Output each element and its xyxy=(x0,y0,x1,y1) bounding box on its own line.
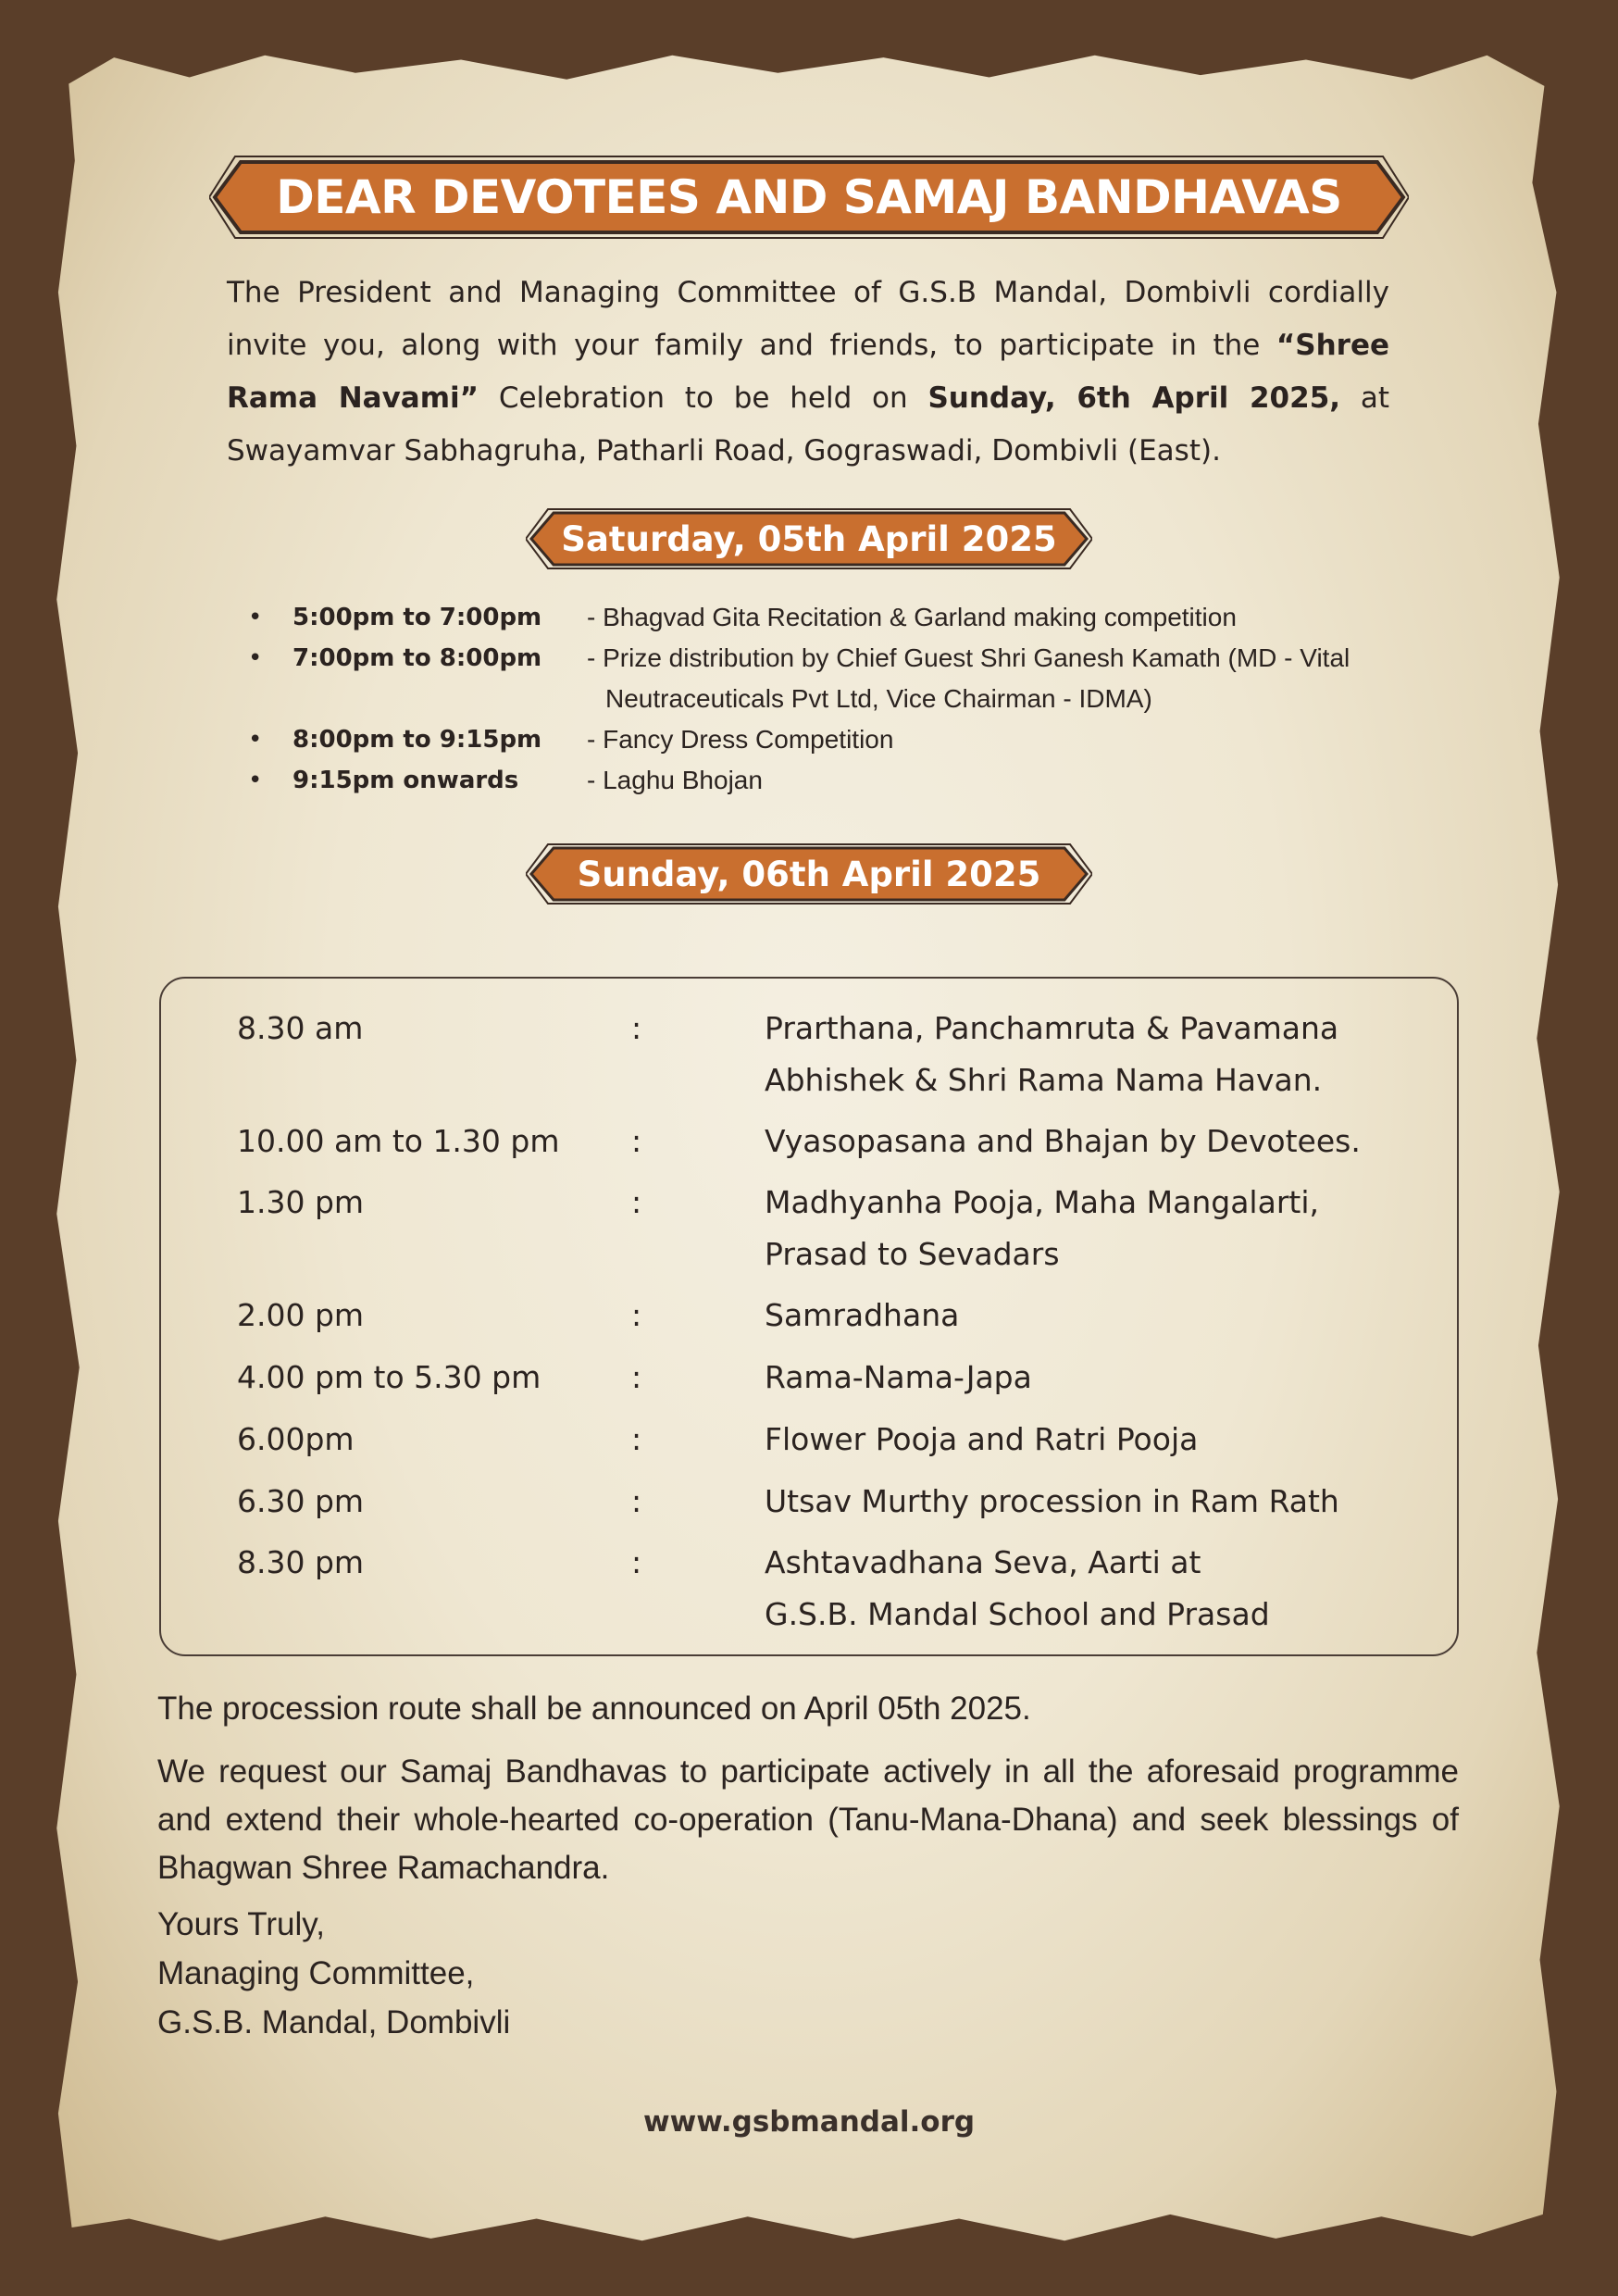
row-separator: : xyxy=(631,1359,642,1395)
row-event: Ashtavadhana Seva, Aarti at G.S.B. Mandal School and Prasad xyxy=(765,1544,1270,1632)
row-event: Vyasopasana and Bhajan by Devotees. xyxy=(765,1123,1361,1159)
bullet-icon: • xyxy=(248,726,263,754)
row-time: 6.30 pm xyxy=(237,1483,365,1519)
row-time: 1.30 pm xyxy=(237,1184,365,1220)
bullet-icon: • xyxy=(248,767,263,794)
signoff xyxy=(157,1900,1459,2047)
procession-note: The procession route shall be announced on April 05th 2025. xyxy=(157,1691,1031,1727)
intro-paragraph xyxy=(227,267,1389,478)
item-time: 7:00pm to 8:00pm xyxy=(292,644,542,672)
list-item xyxy=(248,638,1405,719)
bullet-icon: • xyxy=(248,604,263,631)
item-time: 5:00pm to 7:00pm xyxy=(292,604,542,631)
signoff-line: Yours Truly, xyxy=(157,1906,325,1942)
list-item xyxy=(248,760,1405,801)
row-event: Madhyanha Pooja, Maha Mangalarti, Prasad to Sevadars xyxy=(765,1184,1319,1272)
item-desc: - Bhagvad Gita Recitation & Garland making competition xyxy=(587,603,1237,631)
row-separator: : xyxy=(631,1123,642,1159)
item-desc: - Laghu Bhojan xyxy=(587,766,763,794)
row-time: 8.30 am xyxy=(237,1010,364,1046)
item-desc: - Fancy Dress Competition xyxy=(587,725,894,754)
row-separator: : xyxy=(631,1010,642,1046)
item-desc: - Prize distribution by Chief Guest Shri Ganesh Kamath (MD - Vital Neutraceuticals Pvt Ltd, Vice Chairman - IDMA) xyxy=(587,643,1350,713)
row-time: 10.00 am to 1.30 pm xyxy=(237,1123,560,1159)
intro-text-3: at Swayamvar Sabhagruha, Patharli Road, Gograswadi, Dombivli (East). xyxy=(227,381,1389,468)
row-time: 4.00 pm to 5.30 pm xyxy=(237,1359,541,1395)
row-event: Prarthana, Panchamruta & Pavamana Abhishek & Shri Rama Nama Havan. xyxy=(765,1010,1339,1098)
saturday-schedule-list xyxy=(248,597,1405,801)
sunday-schedule-table xyxy=(159,977,1459,1656)
request-paragraph: We request our Samaj Bandhavas to participate actively in all the aforesaid programme and extend their whole-hearted co-operation (Tanu-Mana-Dhana) and seek blessings of Bhagwan Shree Ramachandra. xyxy=(157,1753,1459,1886)
row-time: 6.00pm xyxy=(237,1421,355,1457)
event-date: Sunday, 6th April 2025, xyxy=(927,381,1341,415)
row-event: Flower Pooja and Ratri Pooja xyxy=(765,1421,1199,1457)
row-event: Samradhana xyxy=(765,1297,960,1333)
row-separator: : xyxy=(631,1544,642,1580)
row-separator: : xyxy=(631,1184,642,1220)
row-separator: : xyxy=(631,1483,642,1519)
sunday-title: Sunday, 06th April 2025 xyxy=(577,854,1041,894)
row-separator: : xyxy=(631,1421,642,1457)
list-item xyxy=(248,597,1405,638)
row-event: Utsav Murthy procession in Ram Rath xyxy=(765,1483,1339,1519)
intro-text-1: The President and Managing Committee of G.S.B Mandal, Dombivli cordially invite you, along with your family and friends, to participate in the xyxy=(227,276,1389,362)
row-time: 2.00 pm xyxy=(237,1297,365,1333)
bullet-icon: • xyxy=(248,644,263,672)
sunday-banner xyxy=(526,842,1092,905)
event-name: “Shree Rama Navami” xyxy=(227,329,1389,415)
signoff-line: G.S.B. Mandal, Dombivli xyxy=(157,2004,511,2040)
main-heading-banner xyxy=(209,153,1409,242)
saturday-title: Saturday, 05th April 2025 xyxy=(561,518,1057,559)
signoff-line: Managing Committee, xyxy=(157,1955,475,1991)
list-item xyxy=(248,719,1405,760)
website-link[interactable]: www.gsbmandal.org xyxy=(642,2105,976,2139)
main-heading: DEAR DEVOTEES AND SAMAJ BANDHAVAS xyxy=(276,170,1342,224)
row-event: Rama-Nama-Japa xyxy=(765,1359,1032,1395)
row-separator: : xyxy=(631,1297,642,1333)
intro-text-2: Celebration to be held on xyxy=(479,381,928,415)
item-time: 8:00pm to 9:15pm xyxy=(292,726,542,754)
item-time: 9:15pm onwards xyxy=(292,767,519,794)
saturday-banner xyxy=(526,507,1092,570)
row-time: 8.30 pm xyxy=(237,1544,365,1580)
